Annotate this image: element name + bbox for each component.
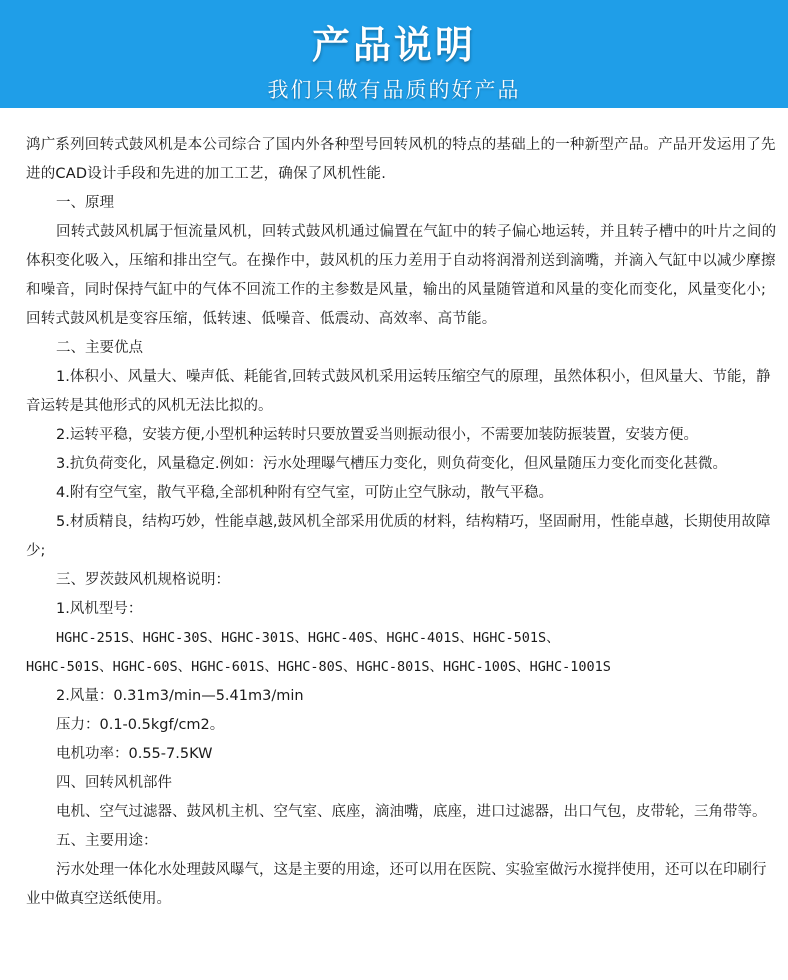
- model-label: 1.风机型号：: [56, 601, 143, 617]
- specs-heading: 三、罗茨鼓风机规格说明：: [56, 572, 230, 588]
- advantage-item: 2.运转平稳，安装方便,小型机种运转时只要放置妥当则振动很小，不需要加装防振装置，安装方便。: [56, 427, 698, 443]
- pressure-spec: 压力：0.1-0.5kgf/cm2。: [56, 717, 225, 733]
- advantage-item: 5.材质精良，结构巧妙，性能卓越,鼓风机全部采用优质的材料，结构精巧，坚固耐用，性能卓越，长期使用故障少;: [26, 514, 771, 559]
- advantages-heading: 二、主要优点: [56, 340, 143, 356]
- model-list-line: HGHC-501S、HGHC-60S、HGHC-601S、HGHC-80S、HGHC-801S、HGHC-100S、HGHC-1001S: [26, 659, 611, 675]
- advantage-item: 4.附有空气室，散气平稳,全部机种附有空气室，可防止空气脉动，散气平稳。: [56, 485, 553, 501]
- intro-paragraph: 鸿广系列回转式鼓风机是本公司综合了国内外各种型号回转风机的特点的基础上的一种新型产品。产品开发运用了先进的CAD设计手段和先进的加工工艺，确保了风机性能.: [26, 137, 776, 182]
- product-description: [26, 131, 778, 914]
- airflow-spec: 2.风量：0.31m3/min—5.41m3/min: [56, 688, 304, 704]
- principle-heading: 一、原理: [56, 195, 114, 211]
- header-banner: [0, 0, 788, 108]
- advantage-item: 1.体积小、风量大、噪声低、耗能省,回转式鼓风机采用运转压缩空气的原理，虽然体积小，但风量大、节能，静音运转是其他形式的风机无法比拟的。: [26, 369, 771, 414]
- principle-body: 回转式鼓风机属于恒流量风机，回转式鼓风机通过偏置在气缸中的转子偏心地运转，并且转子槽中的叶片之间的体积变化吸入，压缩和排出空气。在操作中，鼓风机的压力差用于自动将润滑剂送到滴嘴，并滴入气缸中以减少摩擦和噪音，同时保持气缸中的气体不回流工作的主参数是风量，输出的风量随管道和风量的变化而变化，风量变化小;回转式鼓风机是变容压缩，低转速、低噪音、低震动、高效率、高节能。: [26, 224, 777, 327]
- power-spec: 电机功率：0.55-7.5KW: [56, 746, 213, 762]
- parts-heading: 四、回转风机部件: [56, 775, 172, 791]
- page-subtitle: 我们只做有品质的好产品: [267, 78, 521, 102]
- model-list-line: HGHC-251S、HGHC-30S、HGHC-301S、HGHC-40S、HGHC-401S、HGHC-501S、: [56, 630, 560, 646]
- advantage-item: 3.抗负荷变化，风量稳定.例如：污水处理曝气槽压力变化，则负荷变化，但风量随压力变化而变化甚微。: [56, 456, 727, 472]
- uses-heading: 五、主要用途：: [56, 833, 158, 849]
- uses-body: 污水处理一体化水处理鼓风曝气，这是主要的用途，还可以用在医院、实验室做污水搅拌使用，还可以在印刷行业中做真空送纸使用。: [26, 862, 767, 907]
- parts-body: 电机、空气过滤器、鼓风机主机、空气室、底座，滴油嘴，底座，进口过滤器，出口气包，皮带轮，三角带等。: [56, 804, 767, 820]
- page-title: 产品说明: [311, 23, 476, 67]
